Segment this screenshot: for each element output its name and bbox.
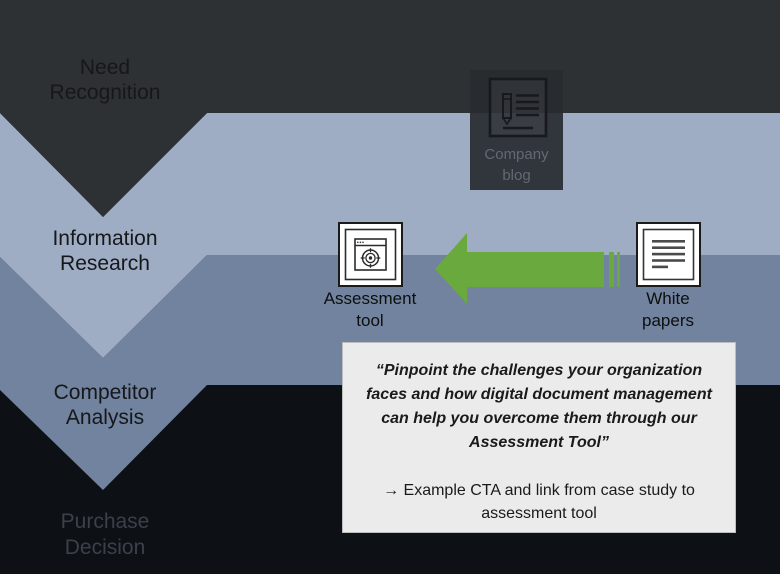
target-browser-icon [340, 224, 401, 285]
assessment-tool-card [338, 222, 403, 287]
blog-post-icon [488, 77, 548, 138]
quote-line: Assessment Tool” [469, 434, 609, 451]
stage-label-need-recognition: Need Recognition [49, 56, 161, 104]
quote-line: “Pinpoint the challenges your organization [375, 362, 703, 379]
quote-line: can help you overcome them through our [381, 410, 697, 427]
white-papers-label: White papers [642, 289, 694, 330]
stage-label-purchase-decision: Purchase Decision [60, 510, 150, 559]
stage-label-information-research: Information Research [52, 227, 158, 275]
callout-box [342, 342, 736, 533]
document-lines-icon [638, 224, 699, 285]
company-blog-label: Company blog [484, 146, 549, 184]
stage-label-competitor-analysis: Competitor Analysis [53, 381, 157, 429]
white-papers-card [636, 222, 701, 287]
quote-line: faces and how digital document management [366, 386, 712, 403]
callout-cta [343, 479, 735, 525]
cta-line: assessment tool [481, 505, 597, 522]
assessment-tool-label: Assessment tool [323, 289, 417, 330]
callout-quote [343, 359, 735, 455]
cta-line: → Example CTA and link from case study to [383, 482, 695, 499]
